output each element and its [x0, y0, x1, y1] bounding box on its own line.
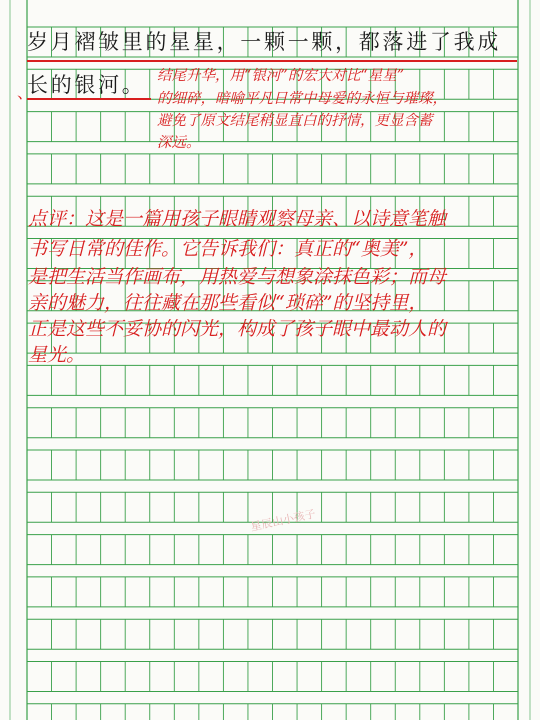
- underline-line-2: [27, 98, 151, 100]
- annotation-line-4: 深远。: [157, 135, 201, 151]
- essay-line-2: 长的银河。: [27, 73, 146, 97]
- review-line-3: 是把生活当作画布，用热爱与想象涂抹色彩；而母: [28, 266, 447, 288]
- review-line-2: 书写日常的佳作。它告诉我们：真正的“奥美”，: [28, 238, 428, 260]
- annotation-marker: 、: [17, 83, 34, 102]
- essay-line-1: 岁月褶皱里的星星，一颗一颗，都落进了我成: [27, 30, 501, 54]
- annotation-line-2: 的细碎，暗喻平凡日常中母爱的永恒与璀璨，: [157, 91, 447, 107]
- watermark: 星辰山小孩子: [249, 507, 317, 534]
- review-line-1: 点评：这是一篇用孩子眼睛观察母亲、以诗意笔触: [28, 208, 447, 230]
- annotation-line-1: 结尾升华，用“银河”的宏大对比“星星”: [157, 68, 405, 84]
- annotation-line-3: 避免了原文结尾稍显直白的抒情，更显含蓄: [157, 113, 433, 129]
- review-line-5: 正是这些不妥协的闪光，构成了孩子眼中最动人的: [28, 318, 447, 340]
- review-line-6: 星光。: [28, 344, 86, 366]
- underline-line-1: [27, 60, 517, 62]
- review-line-4: 亲的魅力，往往藏在那些看似“琐碎”的坚持里，: [28, 292, 428, 314]
